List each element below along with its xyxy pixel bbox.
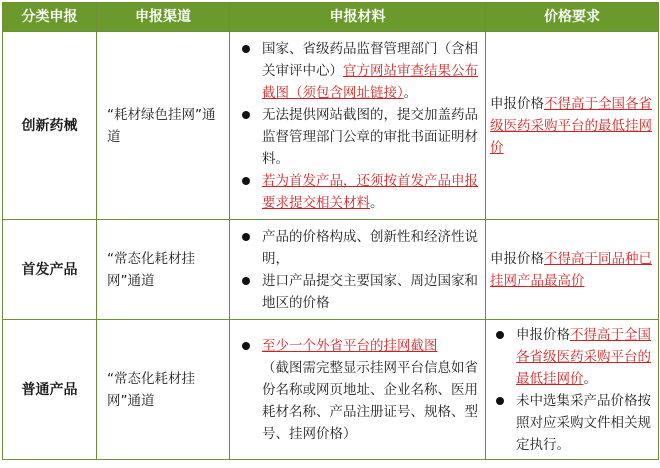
table-row (3, 32, 659, 220)
bullet-icon (242, 342, 250, 350)
materials-list (236, 38, 479, 214)
bullet-icon (242, 177, 250, 185)
list-item: 至少一个外省平台的挂网截图 (236, 335, 479, 357)
channel-cell: “耗材绿色挂网”通道 (97, 32, 230, 220)
header-category: 分类申报 (3, 3, 97, 32)
category-cell: 创新药械 (3, 32, 97, 220)
header-materials: 申报材料 (230, 3, 486, 32)
channel-cell: “常态化耗材挂网”通道 (97, 320, 230, 460)
declaration-table (2, 2, 659, 460)
materials-cell (230, 320, 486, 460)
list-item: 国家、省级药品监督管理部门（含相关审评中心）官方网站审查结果公布截图（须包含网址链接）。 (236, 38, 479, 104)
header-channel: 申报渠道 (97, 3, 230, 32)
price-cell: 申报价格不得高于同品种已挂网产品最高价 (486, 220, 659, 320)
bullet-icon (242, 45, 250, 53)
materials-note: （截图需完整显示挂网平台信息如省份名称或网页地址、企业名称、医用耗材名称、产品注册证号、规格、型号、挂网价格） (262, 359, 478, 442)
materials-cell (230, 32, 486, 220)
header-price: 价格要求 (486, 3, 659, 32)
table-row (3, 220, 659, 320)
materials-list (236, 335, 479, 357)
bullet-icon (496, 331, 504, 339)
price-cell: 申报价格不得高于全国各省级医药采购平台的最低挂网价 (486, 32, 659, 220)
price-cell (486, 320, 659, 460)
list-item: 产品的价格构成、创新性和经济性说明， (236, 226, 479, 270)
bullet-icon (242, 277, 250, 285)
list-item: 进口产品提交主要国家、周边国家和地区的价格 (236, 270, 479, 314)
list-item: 无法提供网站截图的，提交加盖药品监督管理部门公章的审批书面证明材料。 (236, 104, 479, 170)
list-item: 申报价格不得高于全国各省级医药采购平台的最低挂网价。 (490, 324, 654, 390)
channel-cell: “常态化耗材挂网”通道 (97, 220, 230, 320)
bullet-icon (242, 233, 250, 241)
list-item: 若为首发产品，还须按首发产品申报要求提交相关材料。 (236, 170, 479, 214)
materials-list (236, 226, 479, 314)
price-list (490, 324, 654, 456)
table-row (3, 320, 659, 460)
category-cell: 普通产品 (3, 320, 97, 460)
bullet-icon (496, 397, 504, 405)
category-cell: 首发产品 (3, 220, 97, 320)
list-item: 未中选集采产品价格按照对应采购文件相关规定执行。 (490, 390, 654, 456)
header-row (3, 3, 659, 32)
bullet-icon (242, 111, 250, 119)
materials-cell (230, 220, 486, 320)
